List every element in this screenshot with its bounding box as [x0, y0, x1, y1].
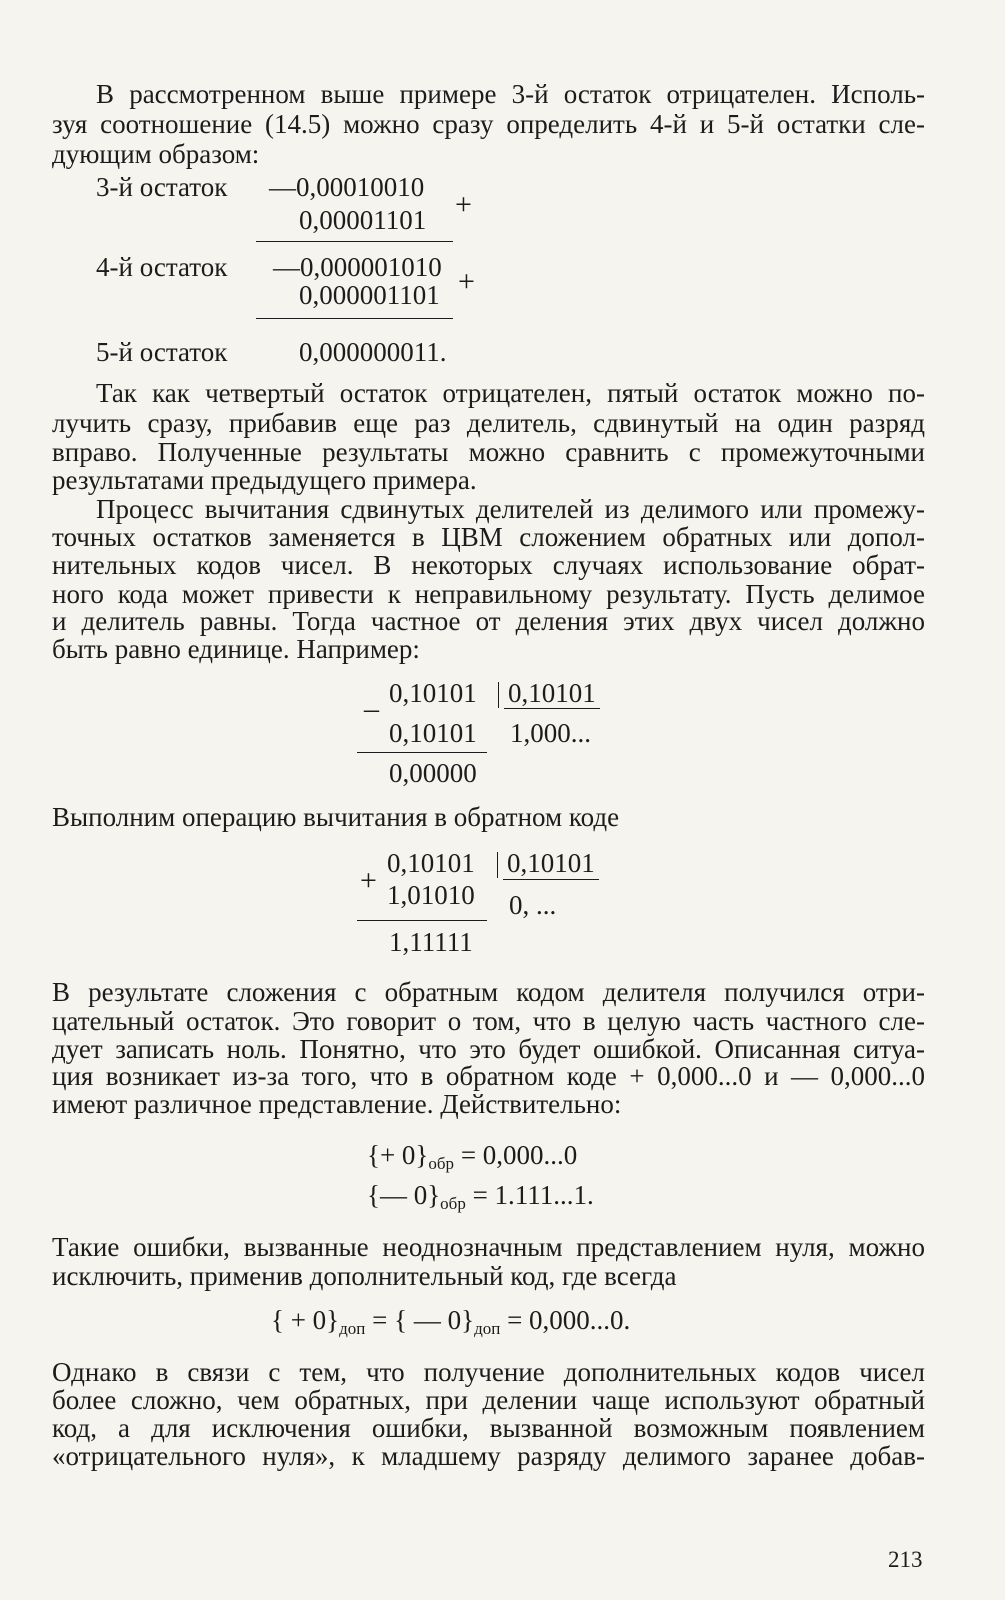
text-line: нительных кодов чисел. В некоторых случаях использование обрат-: [52, 550, 925, 580]
formula-left: {+ 0}: [367, 1140, 429, 1170]
sum-rule: [256, 241, 453, 242]
text-line: дует записать ноль. Понятно, что это будет ошибкой. Описанная ситуа-: [52, 1034, 925, 1064]
text-line: В рассмотренном выше примере 3-й остаток отрицателен. Исполь-: [96, 79, 925, 109]
quotient: 1,000...: [510, 718, 591, 748]
divisor-rule: [504, 708, 600, 709]
text-line: ция возникает из-за того, что в обратном коде + 0,000...0 и — 0,000...0: [52, 1061, 925, 1091]
divisor-rule: [503, 879, 599, 880]
quotient: 0, ...: [509, 890, 557, 920]
addend-2: 0,000001101: [299, 280, 440, 310]
subtrahend: 0,10101: [389, 718, 477, 748]
formula-subscript: доп: [339, 1319, 366, 1338]
text-line: имеют различное представление. Действительно:: [52, 1089, 622, 1119]
page-number: 213: [888, 1547, 923, 1572]
division-bar: [497, 852, 498, 878]
text-line: вправо. Полученные результаты можно сравнить с промежуточными: [52, 437, 925, 467]
remainder-4-label: 4-й остаток: [96, 252, 228, 282]
text-line: Однако в связи с тем, что получение дополнительных кодов чисел: [52, 1357, 925, 1387]
formula-complement-zero: [271, 1305, 631, 1338]
text-line: код, а для исключения ошибки, вызванной возможным появлением: [52, 1413, 925, 1443]
text-line: В результате сложения с обратным кодом делителя получился отри-: [52, 977, 925, 1007]
text-line: Выполним операцию вычитания в обратном коде: [52, 802, 620, 832]
division-bar: [498, 682, 499, 708]
text-line: и делитель равны. Тогда частное от деления этих двух чисел должно: [52, 606, 925, 636]
formula-negative-zero: [367, 1180, 594, 1213]
result-rule: [357, 920, 487, 921]
plus-sign: +: [458, 265, 475, 298]
remainder-5-value: 0,000000011.: [299, 337, 447, 367]
dividend: 0,10101: [387, 848, 475, 878]
text-line: Процесс вычитания сдвинутых делителей из делимого или промежу-: [96, 494, 925, 524]
divisor: 0,10101: [507, 848, 595, 878]
sum-rule: [256, 318, 453, 319]
text-line: Такие ошибки, вызванные неоднозначным представлением нуля, можно: [52, 1232, 925, 1262]
remainder-5-label: 5-й остаток: [96, 337, 228, 367]
result-rule: [357, 752, 487, 753]
text-line: Так как четвертый остаток отрицателен, пятый остаток можно по-: [96, 378, 925, 408]
remainder-3-label: 3-й остаток: [96, 172, 228, 202]
remainder: 0,00000: [389, 758, 477, 788]
text-line: исключить, применив дополнительный код, где всегда: [52, 1261, 677, 1291]
formula-part: = { — 0}: [365, 1305, 475, 1335]
formula-right: = 1.111...1.: [472, 1180, 594, 1210]
formula-right: = 0,000...0: [460, 1140, 578, 1170]
minus-sign: _: [364, 682, 379, 715]
text-line: быть равно единице. Например:: [52, 634, 420, 664]
divisor: 0,10101: [508, 678, 596, 708]
remainder-4-value: —0,000001010: [273, 252, 442, 282]
plus-sign: +: [360, 864, 377, 897]
text-line: ного кода может привести к неправильному результату. Пусть делимое: [52, 579, 925, 609]
formula-left: {— 0}: [367, 1180, 441, 1210]
text-line: дующим образом:: [52, 139, 260, 169]
result: 1,11111: [389, 927, 473, 957]
plus-sign: +: [455, 188, 472, 221]
addend: 1,01010: [387, 880, 475, 910]
formula-part: = 0,000...0.: [500, 1305, 631, 1335]
formula-subscript: доп: [474, 1319, 501, 1338]
text-line: точных остатков заменяется в ЦВМ сложением обратных или допол-: [52, 522, 925, 552]
formula-positive-zero: [367, 1140, 578, 1173]
formula-subscript: обр: [440, 1194, 466, 1213]
formula-subscript: обр: [428, 1154, 455, 1173]
addend-1: 0,00001101: [299, 205, 427, 235]
text-line: более сложно, чем обратных, при делении чаще используют обратный: [52, 1385, 925, 1415]
dividend: 0,10101: [389, 678, 477, 708]
text-line: «отрицательного нуля», к младшему разряду делимого заранее добав-: [52, 1441, 925, 1471]
text-line: результатами предыдущего примера.: [52, 465, 477, 495]
formula-part: { + 0}: [271, 1305, 340, 1335]
text-line: зуя соотношение (14.5) можно сразу определить 4-й и 5-й остатки сле-: [52, 109, 925, 139]
text-line: лучить сразу, прибавив еще раз делитель, сдвинутый на один разряд: [52, 408, 925, 438]
remainder-3-value: —0,00010010: [269, 172, 425, 202]
text-line: цательный остаток. Это говорит о том, что в целую часть частного сле-: [52, 1006, 925, 1036]
